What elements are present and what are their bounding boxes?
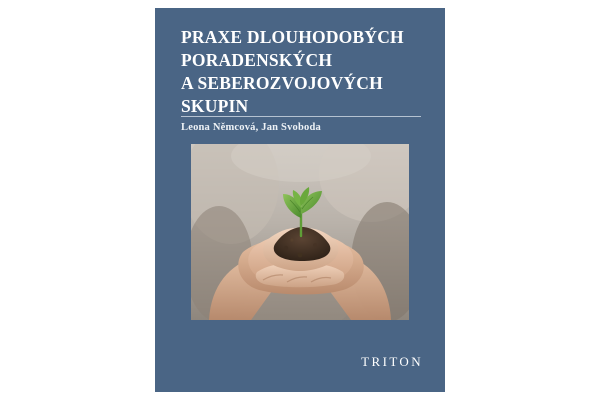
title-divider	[181, 116, 421, 117]
book-cover	[155, 8, 445, 392]
cover-photograph	[191, 144, 409, 320]
book-title-line-3: A SEBEROZVOJOVÝCH	[181, 73, 383, 93]
book-title-line-1: PRAXE DLOUHODOBÝCH	[181, 27, 404, 47]
book-title-line-2: PORADENSKÝCH	[181, 50, 333, 70]
book-authors: Leona Němcová, Jan Svoboda	[181, 122, 321, 133]
book-title-line-4: SKUPIN	[181, 96, 249, 116]
hands-soil-seedling-illustration	[191, 144, 409, 320]
book-title-block	[181, 26, 421, 118]
publisher-logo: TRITON	[361, 354, 423, 369]
